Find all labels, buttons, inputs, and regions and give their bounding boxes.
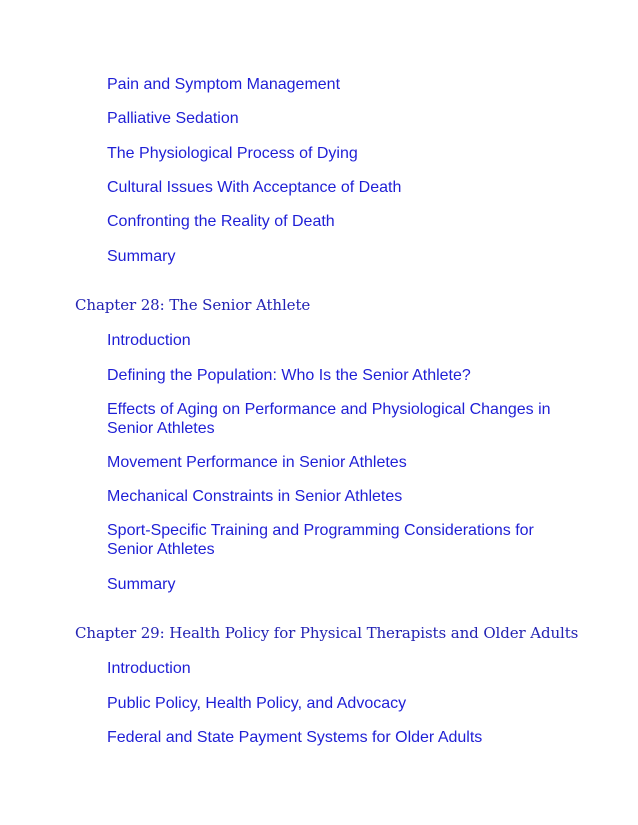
- toc-link-effects-of-aging[interactable]: Effects of Aging on Performance and Physiological Changes in Senior Athletes: [107, 401, 551, 437]
- toc-link-mechanical-constraints[interactable]: Mechanical Constraints in Senior Athletes: [107, 488, 403, 505]
- chapter-28-heading[interactable]: Chapter 28: The Senior Athlete: [75, 296, 311, 314]
- toc-link-palliative-sedation[interactable]: Palliative Sedation: [107, 110, 239, 127]
- toc-link-confronting-reality-death[interactable]: Confronting the Reality of Death: [107, 213, 335, 230]
- toc-link-introduction-ch28[interactable]: Introduction: [107, 332, 191, 349]
- toc-link-pain-symptom-management[interactable]: Pain and Symptom Management: [107, 76, 341, 93]
- toc-link-summary-ch27[interactable]: Summary: [107, 248, 176, 265]
- toc-link-cultural-issues-death[interactable]: Cultural Issues With Acceptance of Death: [107, 179, 402, 196]
- toc-link-payment-systems[interactable]: Federal and State Payment Systems for Older Adults: [107, 729, 483, 746]
- toc-link-introduction-ch29[interactable]: Introduction: [107, 660, 191, 677]
- chapter-29-heading[interactable]: Chapter 29: Health Policy for Physical Therapists and Older Adults: [75, 624, 579, 642]
- toc-link-sport-specific-training[interactable]: Sport-Specific Training and Programming Considerations for Senior Athletes: [107, 522, 534, 558]
- toc-link-movement-performance[interactable]: Movement Performance in Senior Athletes: [107, 454, 407, 471]
- toc-link-public-health-policy[interactable]: Public Policy, Health Policy, and Advocacy: [107, 695, 407, 712]
- toc-link-summary-ch28[interactable]: Summary: [107, 576, 176, 593]
- toc-link-defining-population[interactable]: Defining the Population: Who Is the Senior Athlete?: [107, 367, 471, 384]
- toc-link-physiological-process-dying[interactable]: The Physiological Process of Dying: [107, 145, 358, 162]
